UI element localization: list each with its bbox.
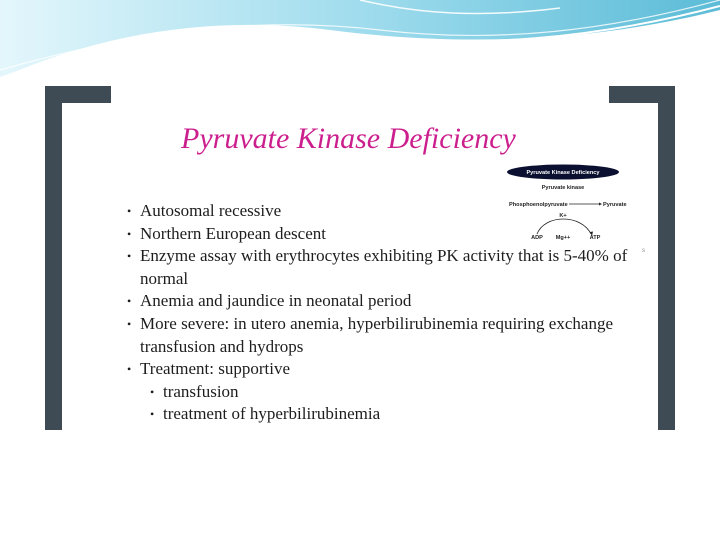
diagram-substrate: Phosphoenolpyruvate: [509, 202, 568, 208]
diagram-atp: ATP: [589, 235, 601, 241]
bullet-list: [127, 200, 647, 426]
bullet-item: • Northern European descent: [127, 223, 647, 246]
sub-bullet-item: • transfusion: [150, 381, 647, 404]
bullet-item: • More severe: in utero anemia, hyperbilirubinemia requiring exchange transfusion and hydrops: [127, 313, 647, 358]
diagram-header: Pyruvate Kinase Deficiency: [526, 170, 600, 176]
bullet-item: • Treatment: supportive: [127, 358, 647, 381]
side-note: s: [642, 248, 645, 254]
diagram-product: Pyruvate: [603, 202, 627, 208]
diagram-enzyme: Pyruvate kinase: [541, 185, 585, 191]
frame-left-bracket: [45, 86, 111, 430]
diagram-cofactor-k: K+: [559, 213, 567, 219]
diagram-adp: ADP: [531, 235, 543, 241]
bullet-item: • Enzyme assay with erythrocytes exhibiting PK activity that is 5-40% of normal: [127, 245, 647, 290]
bullet-item: • Anemia and jaundice in neonatal period: [127, 290, 647, 313]
header-wave-decoration: [0, 0, 720, 90]
diagram-mg: Mg++: [555, 235, 571, 241]
slide-title: Pyruvate Kinase Deficiency: [181, 122, 516, 155]
bullet-item: • Autosomal recessive: [127, 200, 647, 223]
sub-bullet-item: • treatment of hyperbilirubinemia: [150, 403, 647, 426]
slide-image: [45, 86, 675, 430]
